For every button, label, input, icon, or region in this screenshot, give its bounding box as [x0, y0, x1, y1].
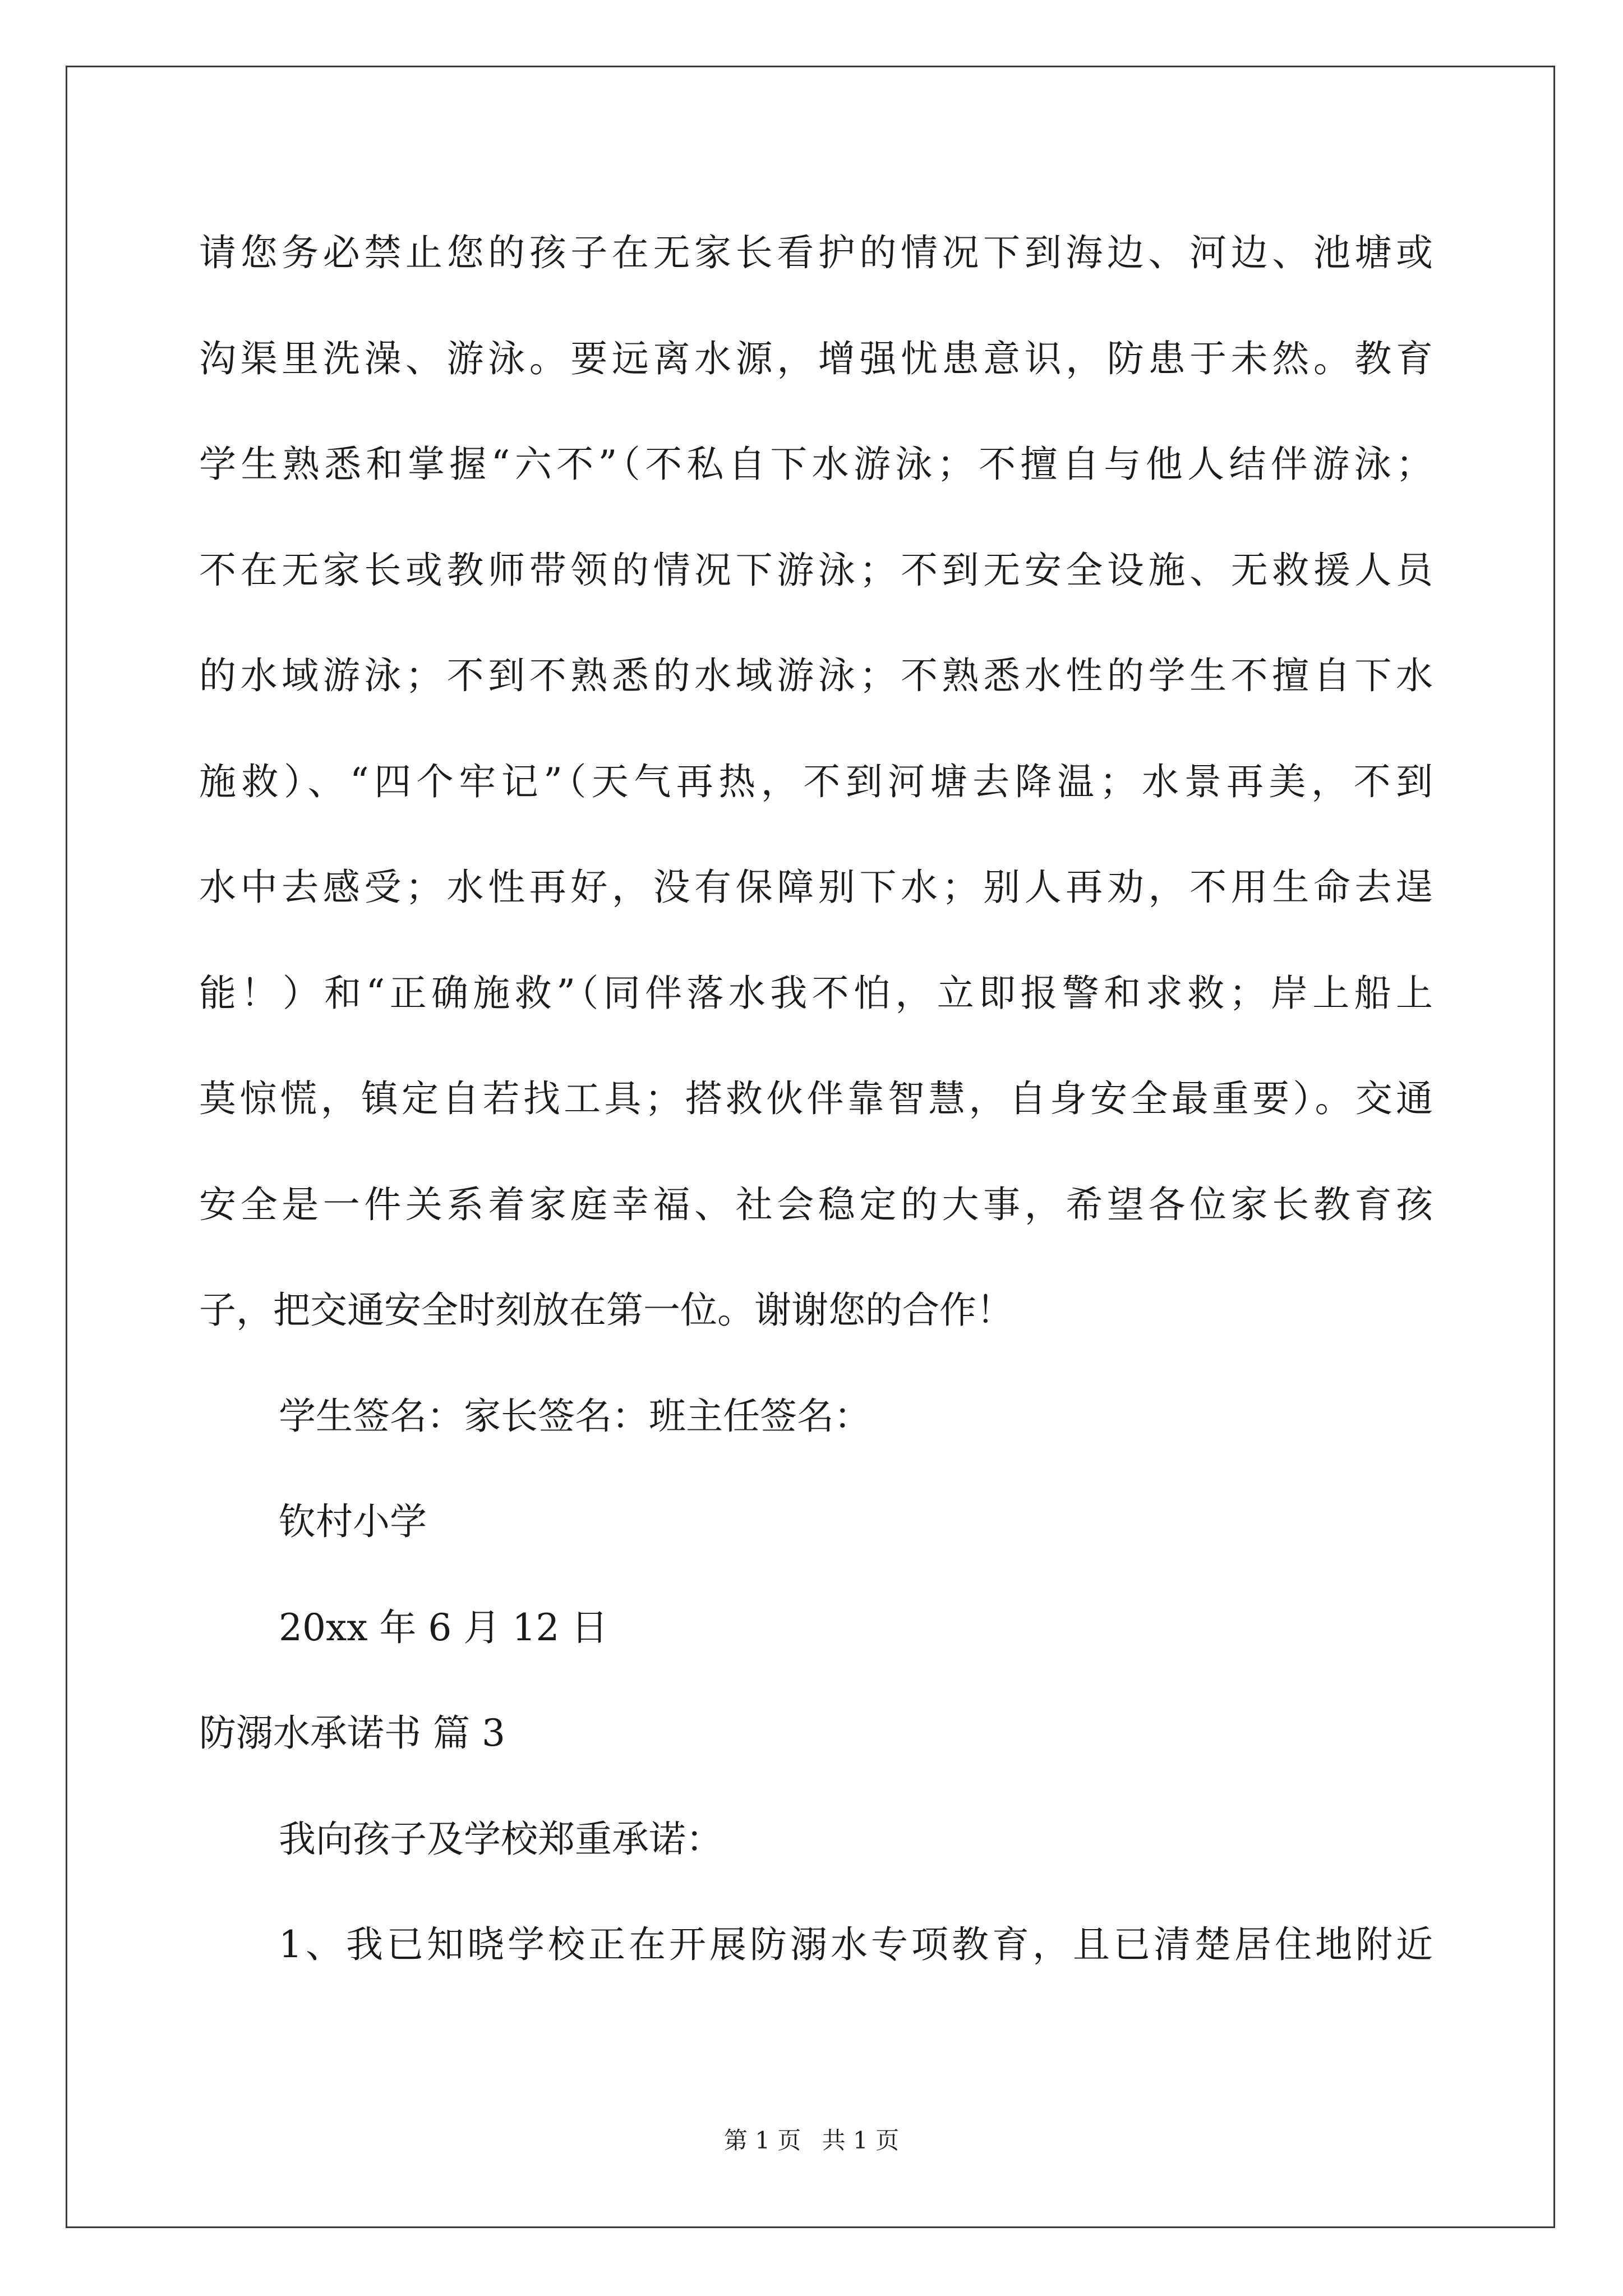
paragraph-line: 子，把交通安全时刻放在第一位。谢谢您的合作！	[199, 1289, 1013, 1332]
paragraph-line: 不在无家长或教师带领的情况下游泳；不到无安全设施、无救援人员	[199, 549, 1433, 592]
document-date: 20xx 年 6 月 12 日	[279, 1606, 608, 1649]
paragraph-line: 安全是一件关系着家庭幸福、社会稳定的大事，希望各位家长教育孩	[199, 1183, 1433, 1226]
paragraph-line: 莫惊慌，镇定自若找工具；搭救伙伴靠智慧，自身安全最重要）。交通	[199, 1077, 1433, 1120]
signature-line: 学生签名：家长签名：班主任签名：	[279, 1395, 871, 1438]
page-number: 第 1 页	[723, 2127, 801, 2154]
paragraph-line: 水中去感受；水性再好，没有保障别下水；别人再劝，不用生命去逞	[199, 866, 1433, 909]
pledge-item: 1、我已知晓学校正在开展防溺水专项教育，且已清楚居住地附近	[279, 1923, 1433, 1966]
paragraph-line: 沟渠里洗澡、游泳。要远离水源，增强忧患意识，防患于未然。教育	[199, 337, 1433, 380]
page-border	[66, 66, 1555, 2228]
paragraph-line: 请您务必禁止您的孩子在无家长看护的情况下到海边、河边、池塘或	[199, 231, 1433, 274]
paragraph-line: 的水域游泳；不到不熟悉的水域游泳；不熟悉水性的学生不擅自下水	[199, 654, 1433, 697]
school-name: 钦村小学	[279, 1500, 427, 1543]
page-total: 共 1 页	[822, 2127, 900, 2154]
section-title: 防溺水承诺书 篇 3	[199, 1711, 505, 1755]
paragraph-line: 学生熟悉和掌握“六不”（不私自下水游泳；不擅自与他人结伴游泳；	[199, 443, 1433, 486]
paragraph-line: 能！）和“正确施救”（同伴落水我不怕，立即报警和求救；岸上船上	[199, 972, 1433, 1015]
paragraph-line: 施救）、“四个牢记”（天气再热，不到河塘去降温；水景再美，不到	[199, 760, 1433, 803]
page-footer	[0, 2129, 1623, 2152]
pledge-intro: 我向孩子及学校郑重承诺：	[279, 1818, 723, 1861]
